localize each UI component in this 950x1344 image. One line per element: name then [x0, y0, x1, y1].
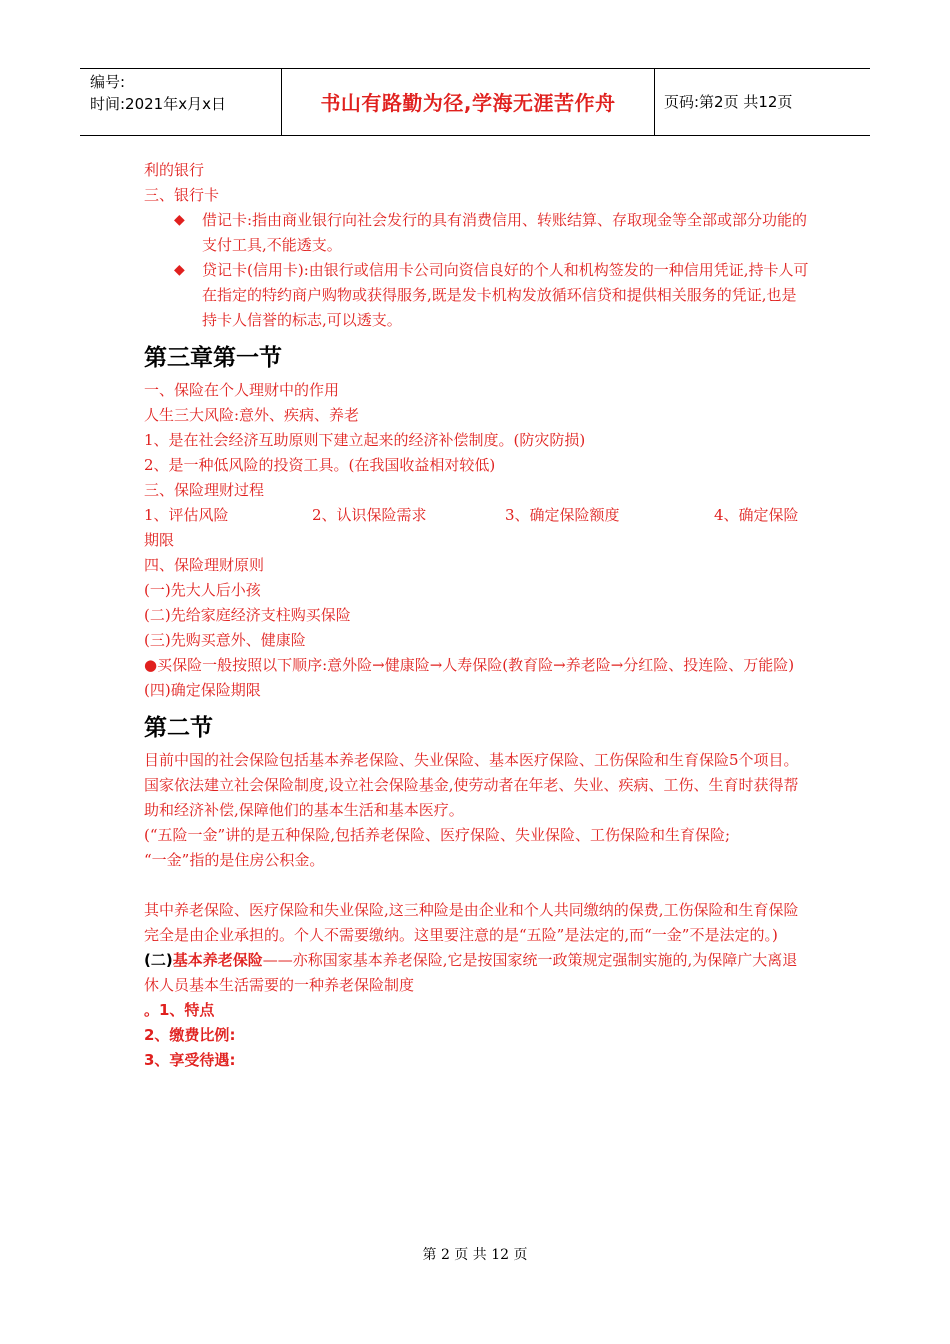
text-line: 3、享受待遇: — [144, 1051, 236, 1069]
diamond-bullet-icon: ◆ — [174, 262, 185, 278]
text-line: 2、是一种低风险的投资工具。(在我国收益相对较低) — [144, 456, 496, 474]
page-number-label: 页码:第2页 共12页 — [664, 93, 793, 111]
diamond-bullet-icon: ◆ — [174, 212, 185, 228]
header-divider — [654, 69, 655, 135]
bold-term: 基本养老保险 — [172, 951, 263, 969]
process-step: 3、确定保险额度 — [505, 506, 620, 524]
text-paragraph — [144, 948, 809, 998]
process-step: 2、认识保险需求 — [312, 506, 427, 524]
process-step: 1、评估风险 — [144, 506, 229, 524]
text-line: (四)确定保险期限 — [144, 681, 261, 699]
bold-label: (二) — [144, 951, 173, 969]
section-heading: 第三章第一节 — [144, 345, 282, 371]
text-line: 人生三大风险:意外、疾病、养老 — [144, 406, 360, 424]
text-paragraph: (“五险一金”讲的是五种保险,包括养老保险、医疗保险、失业保险、工伤保险和生育保险; — [144, 826, 731, 844]
header-motto: 书山有路勤为径,学海无涯苦作舟 — [320, 91, 616, 115]
section-heading: 第二节 — [144, 715, 213, 741]
text-line: (二)先给家庭经济支柱购买保险 — [144, 606, 351, 624]
time-label: 时间:2021年x月x日 — [90, 95, 226, 113]
text-line: “一金”指的是住房公积金。 — [144, 851, 325, 869]
text-span: ——亦称国家基本养老保险,它是按国家统一政策规定强制实施的,为保障广大离退休人员基本生活需要的一种养老保险制度 — [144, 951, 798, 994]
page-footer: 第 2 页 共 12 页 — [422, 1247, 528, 1263]
document-body — [144, 158, 809, 1073]
text-paragraph: 其中养老保险、医疗保险和失业保险,这三种险是由企业和个人共同缴纳的保费,工伤保险和生育保险完全是由企业承担的。个人不需要缴纳。这里要注意的是“五险”是法定的,而“一金”不是法定的。) — [144, 901, 799, 944]
text-line: 三、银行卡 — [144, 186, 220, 204]
bullet-text: 贷记卡(信用卡):由银行或信用卡公司向资信良好的个人和机构签发的一种信用凭证,持卡人可在指定的特约商户购物或获得服务,既是发卡机构发放循环信贷和提供相关服务的凭证,也是持卡人信誉的标志,可以透支。 — [202, 261, 809, 329]
text-line: 利的银行 — [144, 161, 205, 179]
text-line: 期限 — [144, 531, 175, 549]
number-label: 编号: — [90, 73, 126, 91]
process-steps — [144, 503, 809, 528]
text-line: 1、是在社会经济互助原则下建立起来的经济补偿制度。(防灾防损) — [144, 431, 586, 449]
text-line: 四、保险理财原则 — [144, 556, 265, 574]
text-line: (一)先大人后小孩 — [144, 581, 261, 599]
text-line: (三)先购买意外、健康险 — [144, 631, 306, 649]
text-line: 三、保险理财过程 — [144, 481, 265, 499]
blank-line — [144, 873, 809, 898]
text-line: 2、缴费比例: — [144, 1026, 236, 1044]
process-step: 4、确定保险 — [714, 506, 799, 524]
page-header — [80, 68, 870, 136]
bullet-text: 借记卡:指由商业银行向社会发行的具有消费信用、转账结算、存取现金等全部或部分功能的支付工具,不能透支。 — [202, 211, 808, 254]
header-meta — [90, 71, 226, 115]
text-paragraph: ●买保险一般按照以下顺序:意外险→健康险→人寿保险(教育险→养老险→分红险、投连险、万能险) — [144, 656, 795, 674]
text-line: 一、保险在个人理财中的作用 — [144, 381, 340, 399]
bullet-item — [144, 258, 809, 333]
text-line: 。1、特点 — [144, 1001, 215, 1019]
text-paragraph: 目前中国的社会保险包括基本养老保险、失业保险、基本医疗保险、工伤保险和生育保险5个项目。国家依法建立社会保险制度,设立社会保险基金,使劳动者在年老、失业、疾病、工伤、生育时获得帮助和经济补偿,保障他们的基本生活和基本医疗。 — [144, 751, 799, 819]
bullet-item — [144, 208, 809, 258]
